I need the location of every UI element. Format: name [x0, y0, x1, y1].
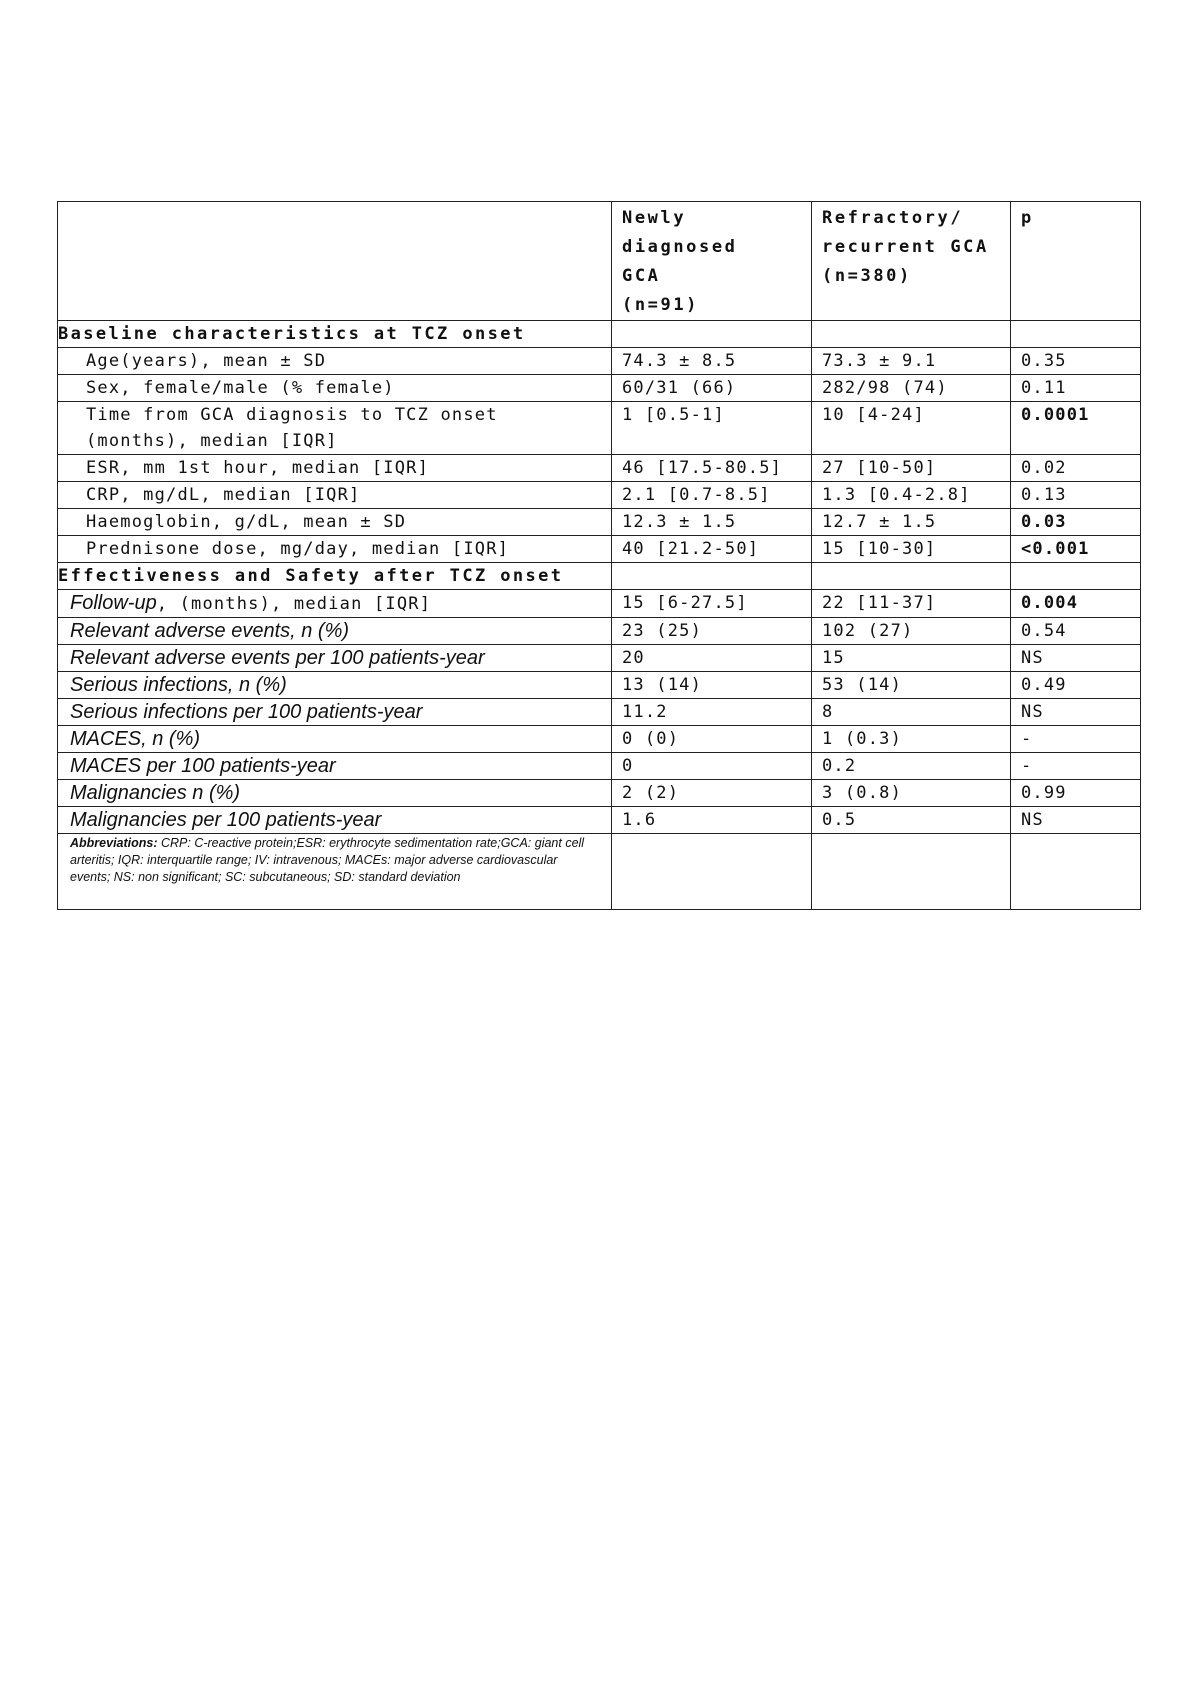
cell-newly: 2 (2) [612, 780, 812, 807]
cell-newly: 13 (14) [612, 672, 812, 699]
cell-p: 0.02 [1011, 455, 1141, 482]
cell-newly: 74.3 ± 8.5 [612, 348, 812, 375]
cell-refractory: 102 (27) [812, 618, 1011, 645]
table-row [58, 618, 1141, 645]
cell-p: 0.004 [1011, 590, 1141, 618]
cell-newly: 0 (0) [612, 726, 812, 753]
cell-refractory: 8 [812, 699, 1011, 726]
row-label: Malignancies n (%) [58, 780, 612, 807]
header-p-value: p [1011, 202, 1141, 321]
table-row [58, 482, 1141, 509]
cell-newly: 12.3 ± 1.5 [612, 509, 812, 536]
table-row [58, 590, 1141, 618]
row-label: Prednisone dose, mg/day, median [IQR] [58, 536, 612, 563]
header-newly-diagnosed: Newly diagnosed GCA (n=91) [612, 202, 812, 321]
cell-newly: 2.1 [0.7-8.5] [612, 482, 812, 509]
cell-p: NS [1011, 807, 1141, 834]
row-label: MACES, n (%) [58, 726, 612, 753]
cell-refractory: 1.3 [0.4-2.8] [812, 482, 1011, 509]
section-row-baseline [58, 321, 1141, 348]
cell-p: 0.99 [1011, 780, 1141, 807]
cell-p: - [1011, 726, 1141, 753]
results-table [57, 201, 1141, 910]
abbreviations-note: Abbreviations: CRP: C-reactive protein;ESR: erythrocyte sedimentation rate;GCA: giant cell arteritis; IQR: interquartile range; IV: intravenous; MACEs: major adverse cardiovascular events; NS: non significant; SC: subcutaneous; SD: standard deviation [58, 834, 612, 910]
table-header-row [58, 202, 1141, 321]
cell-p: 0.03 [1011, 509, 1141, 536]
cell-newly: 20 [612, 645, 812, 672]
cell-refractory: 0.5 [812, 807, 1011, 834]
row-label: Serious infections, n (%) [58, 672, 612, 699]
cell-refractory: 22 [11-37] [812, 590, 1011, 618]
table-row [58, 753, 1141, 780]
row-label: Haemoglobin, g/dL, mean ± SD [58, 509, 612, 536]
table-row [58, 807, 1141, 834]
cell-refractory: 15 [812, 645, 1011, 672]
cell-p: 0.49 [1011, 672, 1141, 699]
row-label: Sex, female/male (% female) [58, 375, 612, 402]
cell-p: - [1011, 753, 1141, 780]
row-label: Relevant adverse events, n (%) [58, 618, 612, 645]
table-row [58, 536, 1141, 563]
cell-p: NS [1011, 645, 1141, 672]
table-row [58, 780, 1141, 807]
cell-p: 0.54 [1011, 618, 1141, 645]
cell-p: 0.11 [1011, 375, 1141, 402]
cell-refractory: 0.2 [812, 753, 1011, 780]
cell-refractory: 27 [10-50] [812, 455, 1011, 482]
cell-newly: 60/31 (66) [612, 375, 812, 402]
table-row [58, 509, 1141, 536]
table-row [58, 726, 1141, 753]
row-label: Malignancies per 100 patients-year [58, 807, 612, 834]
section-title: Baseline characteristics at TCZ onset [58, 321, 612, 348]
row-label: ESR, mm 1st hour, median [IQR] [58, 455, 612, 482]
abbreviations-row [58, 834, 1141, 910]
cell-refractory: 73.3 ± 9.1 [812, 348, 1011, 375]
table-row [58, 402, 1141, 455]
cell-p: 0.0001 [1011, 402, 1141, 455]
cell-refractory: 10 [4-24] [812, 402, 1011, 455]
cell-refractory: 12.7 ± 1.5 [812, 509, 1011, 536]
header-refractory: Refractory/ recurrent GCA (n=380) [812, 202, 1011, 321]
row-label: Serious infections per 100 patients-year [58, 699, 612, 726]
table-row [58, 672, 1141, 699]
cell-refractory: 53 (14) [812, 672, 1011, 699]
cell-p: 0.35 [1011, 348, 1141, 375]
row-label: MACES per 100 patients-year [58, 753, 612, 780]
cell-newly: 40 [21.2-50] [612, 536, 812, 563]
row-label: Relevant adverse events per 100 patients-year [58, 645, 612, 672]
table-row [58, 375, 1141, 402]
cell-newly: 46 [17.5-80.5] [612, 455, 812, 482]
cell-newly: 0 [612, 753, 812, 780]
cell-p: <0.001 [1011, 536, 1141, 563]
cell-newly: 11.2 [612, 699, 812, 726]
cell-refractory: 15 [10-30] [812, 536, 1011, 563]
row-label: Time from GCA diagnosis to TCZ onset (months), median [IQR] [58, 402, 612, 455]
cell-newly: 1 [0.5-1] [612, 402, 812, 455]
cell-refractory: 282/98 (74) [812, 375, 1011, 402]
cell-p: 0.13 [1011, 482, 1141, 509]
cell-newly: 1.6 [612, 807, 812, 834]
section-title: Effectiveness and Safety after TCZ onset [58, 563, 612, 590]
table-row [58, 699, 1141, 726]
cell-newly: 23 (25) [612, 618, 812, 645]
cell-newly: 15 [6-27.5] [612, 590, 812, 618]
row-label: Age(years), mean ± SD [58, 348, 612, 375]
section-row-effectiveness [58, 563, 1141, 590]
table-row [58, 645, 1141, 672]
cell-refractory: 3 (0.8) [812, 780, 1011, 807]
header-empty-cell [58, 202, 612, 321]
cell-p: NS [1011, 699, 1141, 726]
table-row [58, 455, 1141, 482]
row-label: Follow-up, (months), median [IQR] [58, 590, 612, 618]
table-row [58, 348, 1141, 375]
row-label: CRP, mg/dL, median [IQR] [58, 482, 612, 509]
cell-refractory: 1 (0.3) [812, 726, 1011, 753]
